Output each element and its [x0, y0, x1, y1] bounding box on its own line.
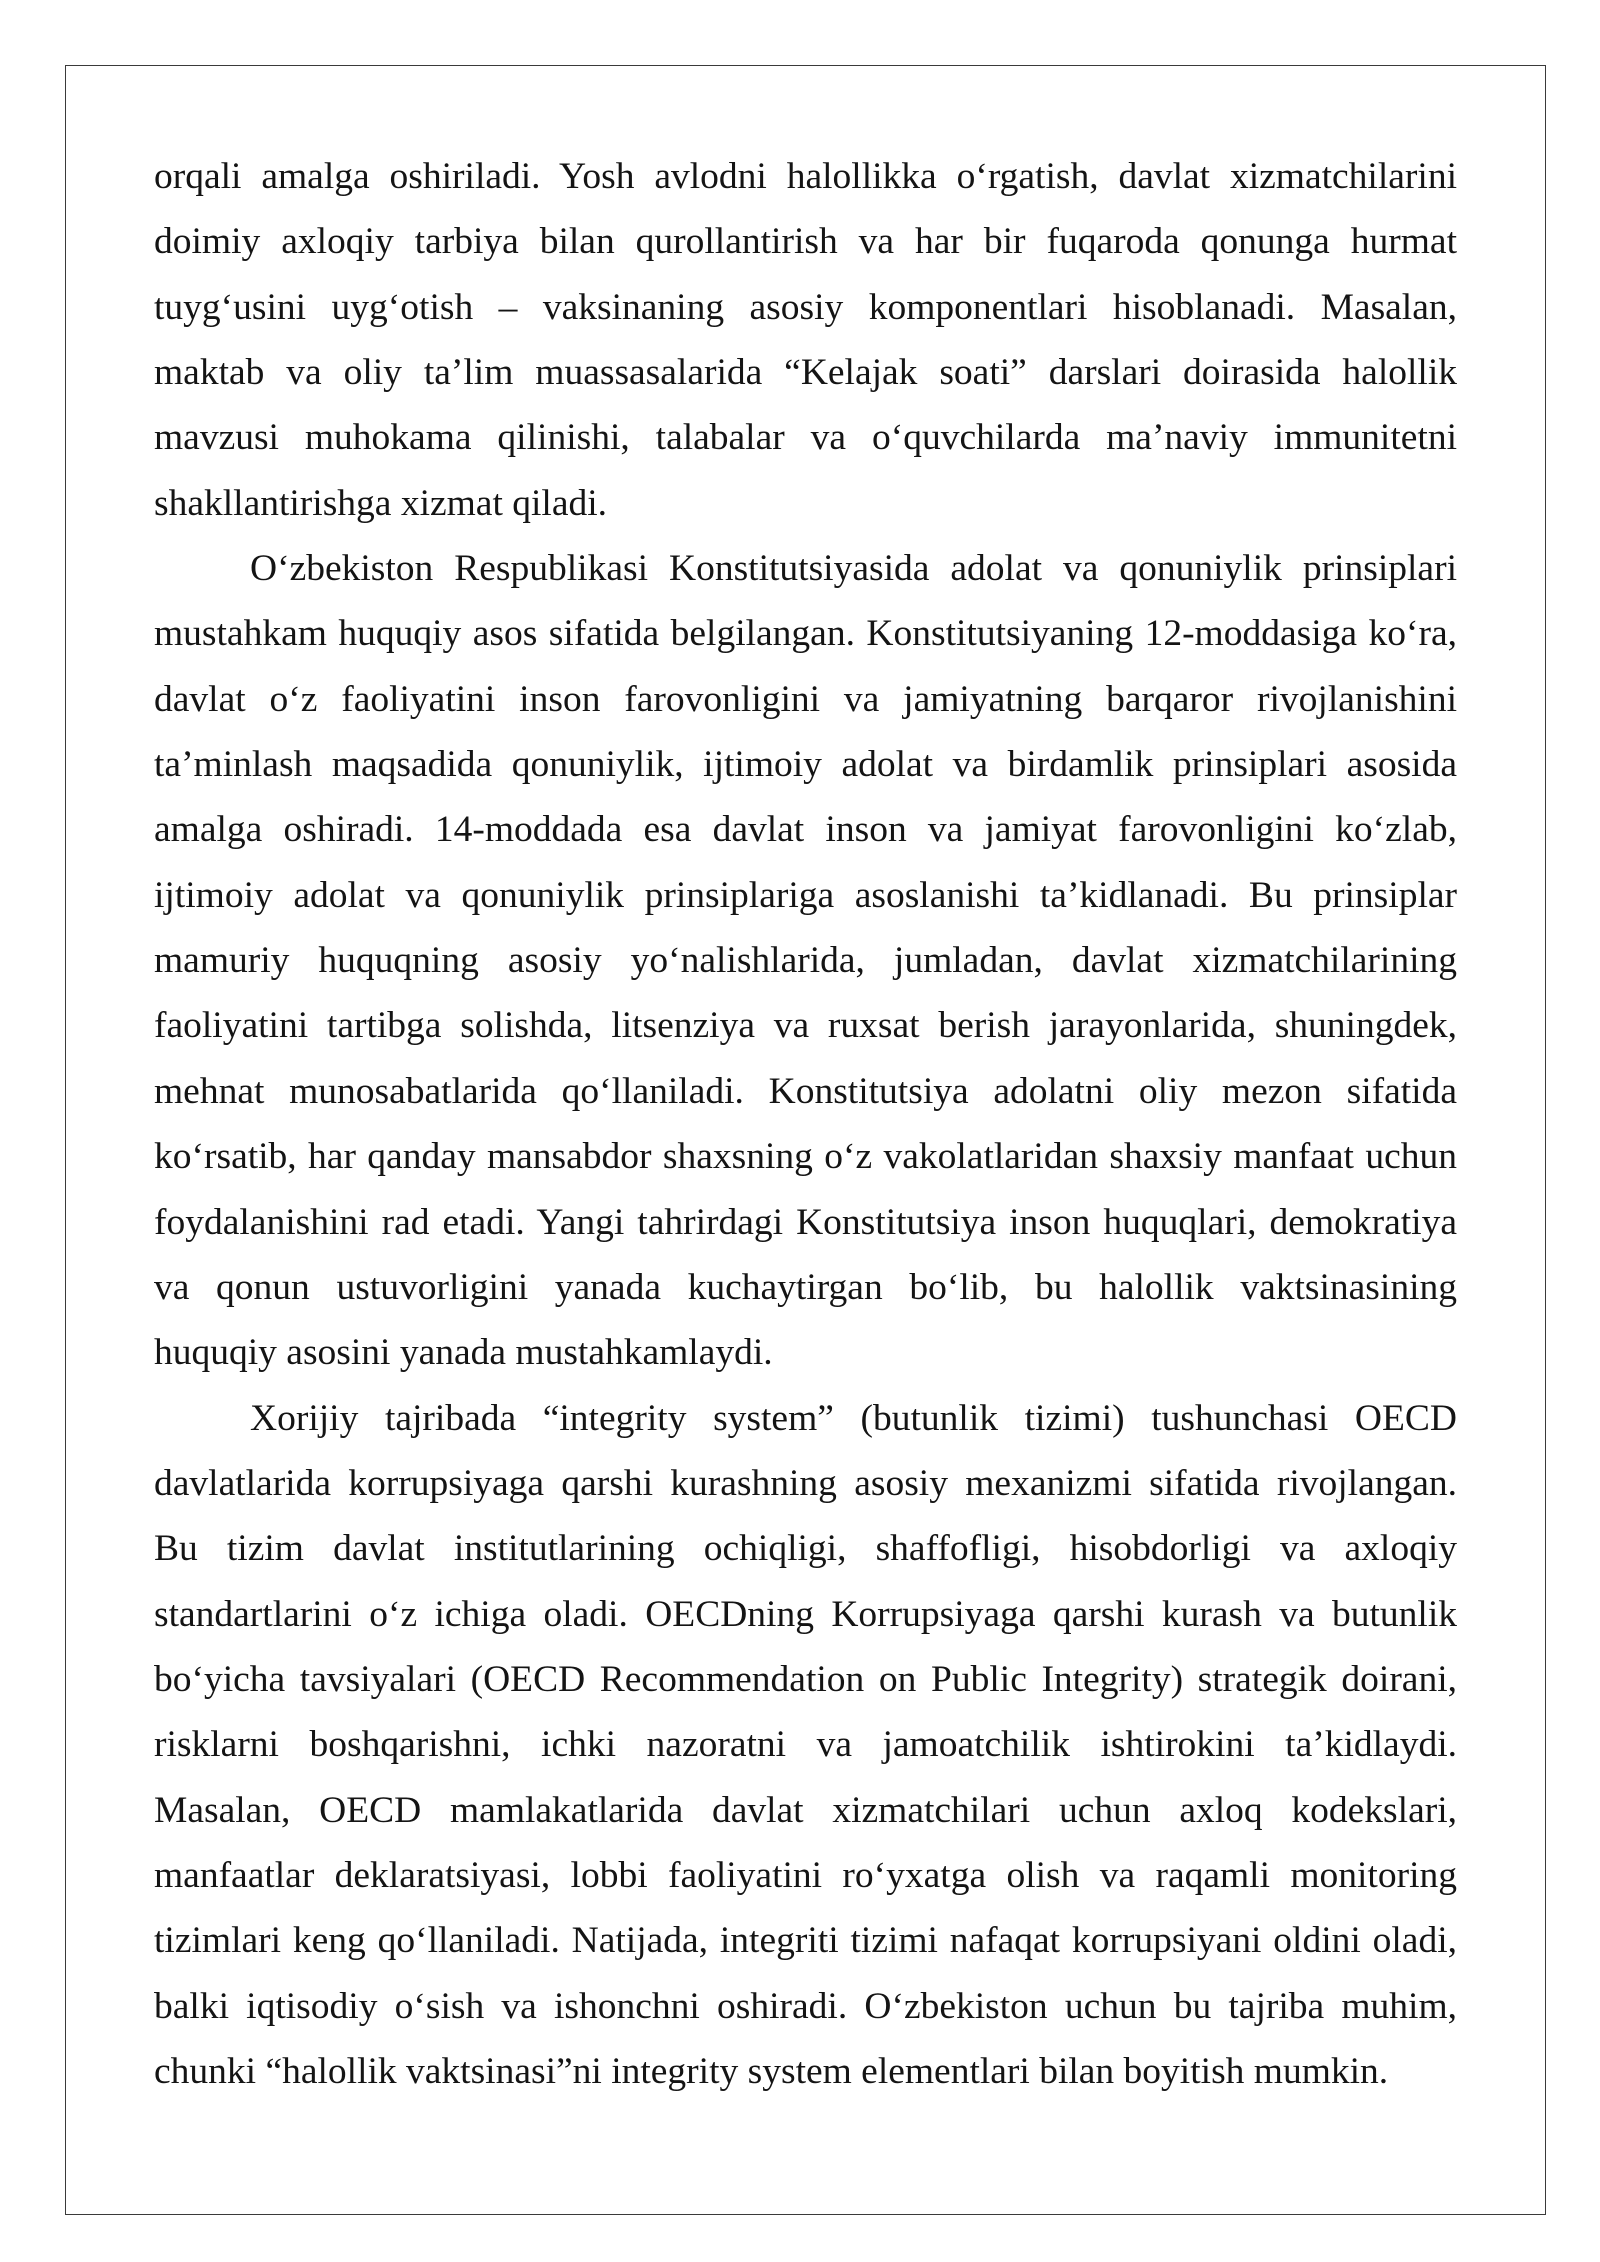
text-line: O‘zbekiston Respublikasi Konstitutsiyasida adolat va qonuniylik prinsiplari: [250, 548, 1457, 590]
text-line: Xorijiy tajribada “integrity system” (butunlik tizimi) tushunchasi OECD: [250, 1397, 1457, 1439]
text-line: huquqiy asosini yanada mustahkamlaydi.: [154, 1332, 773, 1374]
text-line: tuyg‘usini uyg‘otish – vaksinaning asosiy komponentlari hisoblanadi. Masalan,: [154, 286, 1457, 328]
text-line: davlat o‘z faoliyatini inson farovonligini va jamiyatning barqaror rivojlanishini: [154, 678, 1457, 720]
body-text: [154, 144, 1457, 2104]
text-line: mustahkam huquqiy asos sifatida belgilangan. Konstitutsiyaning 12-moddasiga ko‘ra,: [154, 613, 1457, 655]
text-line: ko‘rsatib, har qanday mansabdor shaxsning o‘z vakolatlaridan shaxsiy manfaat uchun: [154, 1136, 1457, 1178]
text-line: bo‘yicha tavsiyalari (OECD Recommendation on Public Integrity) strategik doirani,: [154, 1658, 1457, 1700]
text-line: manfaatlar deklaratsiyasi, lobbi faoliyatini ro‘yxatga olish va raqamli monitoring: [154, 1854, 1457, 1896]
text-line: mehnat munosabatlarida qo‘llaniladi. Konstitutsiya adolatni oliy mezon sifatida: [154, 1070, 1457, 1112]
text-line: ijtimoiy adolat va qonuniylik prinsiplariga asoslanishi ta’kidlanadi. Bu prinsiplar: [154, 874, 1457, 916]
text-line: mamuriy huquqning asosiy yo‘nalishlarida, jumladan, davlat xizmatchilarining: [154, 940, 1457, 982]
text-line: balki iqtisodiy o‘sish va ishonchni oshiradi. O‘zbekiston uchun bu tajriba muhim,: [154, 1985, 1457, 2027]
text-line: standartlarini o‘z ichiga oladi. OECDning Korrupsiyaga qarshi kurash va butunlik: [154, 1593, 1457, 1635]
text-line: chunki “halollik vaktsinasi”ni integrity system elementlari bilan boyitish mumkin.: [154, 2050, 1389, 2092]
paragraph-2: [154, 536, 1457, 1385]
text-line: mavzusi muhokama qilinishi, talabalar va o‘quvchilarda ma’naviy immunitetni: [154, 417, 1457, 459]
text-line: davlatlarida korrupsiyaga qarshi kurashning asosiy mexanizmi sifatida rivojlangan.: [154, 1462, 1457, 1504]
text-line: foydalanishini rad etadi. Yangi tahrirdagi Konstitutsiya inson huquqlari, demokratiya: [154, 1201, 1457, 1243]
paragraph-1: [154, 144, 1457, 536]
text-line: tizimlari keng qo‘llaniladi. Natijada, integriti tizimi nafaqat korrupsiyani oldini oladi,: [154, 1920, 1457, 1962]
text-line: faoliyatini tartibga solishda, litsenziya va ruxsat berish jarayonlarida, shuningdek,: [154, 1005, 1457, 1047]
text-line: va qonun ustuvorligini yanada kuchaytirgan bo‘lib, bu halollik vaktsinasining: [154, 1266, 1457, 1308]
text-line: doimiy axloqiy tarbiya bilan qurollantirish va har bir fuqaroda qonunga hurmat: [154, 221, 1457, 263]
paragraph-3: [154, 1386, 1457, 2105]
text-line: orqali amalga oshiriladi. Yosh avlodni halollikka o‘rgatish, davlat xizmatchilarini: [154, 156, 1457, 197]
text-line: amalga oshiradi. 14-moddada esa davlat inson va jamiyat farovonligini ko‘zlab,: [154, 809, 1457, 851]
text-line: shakllantirishga xizmat qiladi.: [154, 482, 608, 524]
text-line: risklarni boshqarishni, ichki nazoratni va jamoatchilik ishtirokini ta’kidlaydi.: [154, 1724, 1457, 1766]
text-line: Masalan, OECD mamlakatlarida davlat xizmatchilari uchun axloq kodekslari,: [154, 1789, 1457, 1831]
text-line: maktab va oliy ta’lim muassasalarida “Kelajak soati” darslari doirasida halollik: [154, 352, 1457, 394]
text-line: Bu tizim davlat institutlarining ochiqligi, shaffofligi, hisobdorligi va axloqiy: [154, 1528, 1457, 1570]
text-line: ta’minlash maqsadida qonuniylik, ijtimoiy adolat va birdamlik prinsiplari asosida: [154, 744, 1457, 786]
